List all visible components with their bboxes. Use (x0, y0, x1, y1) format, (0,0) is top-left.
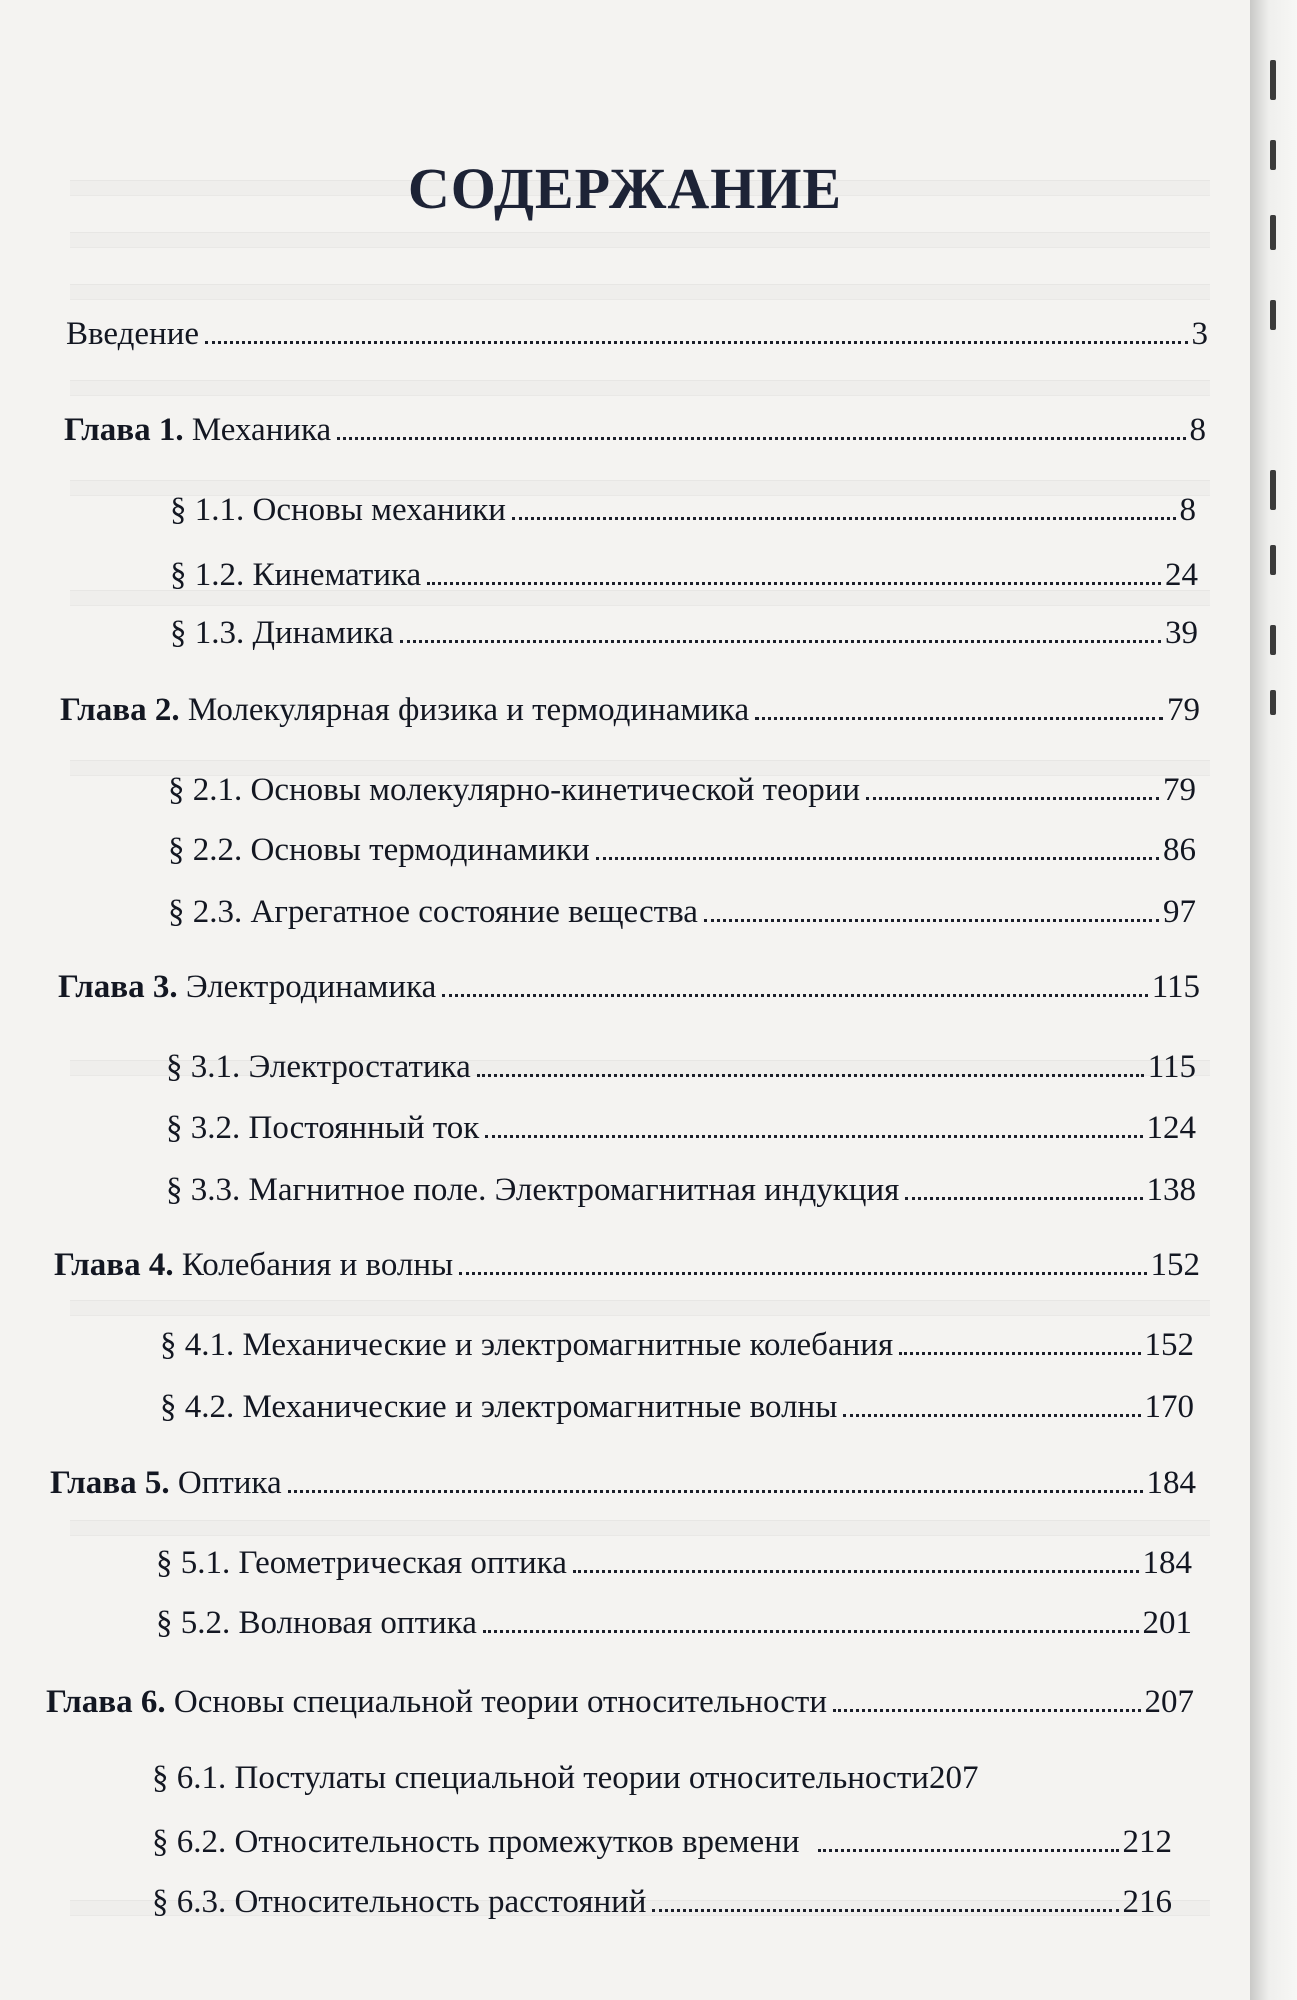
toc-page-number: 115 (1151, 969, 1200, 1005)
toc-page-number: 138 (1146, 1172, 1196, 1208)
toc-entry-section-6-1 (152, 1758, 1196, 1798)
dot-leader (843, 1414, 1140, 1417)
toc-entry-section-1-3 (170, 613, 1198, 653)
dot-leader (400, 640, 1161, 643)
dot-leader (442, 994, 1147, 997)
toc-entry-section-2-3 (168, 892, 1196, 932)
toc-entry-label: Введение (66, 316, 200, 352)
toc-entry-chapter-5 (50, 1463, 1196, 1503)
toc-entry-section-1-2 (170, 555, 1198, 595)
dot-leader (477, 1074, 1144, 1077)
toc-page-number: 8 (1179, 492, 1196, 528)
dot-leader (205, 341, 1187, 344)
dot-leader (288, 1490, 1143, 1493)
toc-page-number: 212 (1122, 1824, 1172, 1860)
toc-entry-label: Колебания и волны (181, 1247, 454, 1283)
adjacent-page-text-fragment (1270, 300, 1276, 330)
dot-leader (704, 919, 1159, 922)
toc-page-number: 152 (1144, 1327, 1194, 1363)
toc-page-number: 216 (1122, 1884, 1172, 1920)
toc-page-number: 170 (1144, 1389, 1194, 1425)
toc-entry-label: § 3.3. Магнитное поле. Электромагнитная индукция (166, 1172, 900, 1208)
adjacent-page-text-fragment (1270, 470, 1276, 510)
toc-page-number: 79 (1167, 692, 1200, 728)
toc-entry-label: § 4.2. Механические и электромагнитные волны (160, 1389, 838, 1425)
toc-entry-label: Механика (191, 412, 332, 448)
toc-entry-label: Электродинамика (185, 969, 437, 1005)
toc-entry-label: Молекулярная физика и термодинамика (187, 692, 750, 728)
toc-entry-section-5-2 (156, 1603, 1192, 1643)
toc-entry-label: § 5.2. Волновая оптика (156, 1605, 477, 1641)
toc-entry-chapter-6 (46, 1682, 1194, 1722)
adjacent-page-text-fragment (1270, 625, 1276, 655)
toc-entry-label: § 1.3. Динамика (170, 615, 394, 651)
toc-page-number: 184 (1142, 1545, 1192, 1581)
adjacent-page-text-fragment (1270, 690, 1276, 715)
toc-page-number: 152 (1150, 1247, 1200, 1283)
toc-entry-section-6-3 (152, 1882, 1172, 1922)
chapter-number: Глава 3. (58, 969, 178, 1005)
adjacent-page-text-fragment (1270, 140, 1276, 170)
toc-entry-label: § 3.2. Постоянный ток (166, 1110, 480, 1146)
toc-entry-label: Оптика (177, 1465, 282, 1501)
chapter-number: Глава 4. (54, 1247, 174, 1283)
dot-leader (905, 1197, 1142, 1200)
dot-leader (899, 1352, 1140, 1355)
dot-leader (337, 437, 1185, 440)
adjacent-page-text-fragment (1270, 545, 1276, 575)
dot-leader (573, 1570, 1139, 1573)
toc-entry-section-4-1 (160, 1325, 1194, 1365)
toc-entry-label: Основы специальной теории относительности (173, 1684, 828, 1720)
page-title: СОДЕРЖАНИЕ (407, 156, 843, 221)
toc-entry-label: § 2.1. Основы молекулярно-кинетической теории (168, 772, 861, 808)
toc-page-number: 124 (1146, 1110, 1196, 1146)
chapter-number: Глава 6. (46, 1684, 166, 1720)
adjacent-page-text-fragment (1270, 215, 1276, 250)
toc-page-number: 24 (1165, 557, 1198, 593)
dot-leader (483, 1630, 1139, 1633)
chapter-number: Глава 1. (64, 412, 184, 448)
toc-entry-label: § 4.1. Механические и электромагнитные колебания (160, 1327, 894, 1363)
toc-entry-section-2-2 (168, 830, 1196, 870)
toc-page-number: 207 (928, 1760, 979, 1796)
toc-page-number: 97 (1163, 894, 1196, 930)
toc-page-number: 207 (1144, 1684, 1194, 1720)
dot-leader (866, 797, 1159, 800)
toc-entry-section-3-2 (166, 1108, 1196, 1148)
dot-leader (427, 582, 1161, 585)
dot-leader (818, 1849, 1119, 1852)
toc-page-number: 86 (1163, 832, 1196, 868)
toc-entry-chapter-3 (58, 967, 1200, 1007)
toc-entry-introduction (66, 314, 1208, 354)
toc-entry-section-5-1 (156, 1543, 1192, 1583)
toc-entry-label: § 3.1. Электростатика (166, 1049, 471, 1085)
dot-leader (833, 1709, 1140, 1712)
toc-entry-section-2-1 (168, 770, 1196, 810)
toc-page-number: 201 (1142, 1605, 1192, 1641)
toc-entry-label: § 6.2. Относительность промежутков времени (152, 1824, 800, 1860)
toc-page-number: 39 (1165, 615, 1198, 651)
toc-entry-label: § 5.1. Геометрическая оптика (156, 1545, 567, 1581)
toc-entry-chapter-1 (64, 410, 1206, 450)
toc-page-number: 184 (1146, 1465, 1196, 1501)
toc-page-number: 8 (1189, 412, 1206, 448)
dot-leader (755, 717, 1163, 720)
toc-page-number: 115 (1147, 1049, 1196, 1085)
toc-page-number: 79 (1163, 772, 1196, 808)
toc-entry-label: § 1.2. Кинематика (170, 557, 422, 593)
chapter-number: Глава 2. (60, 692, 180, 728)
toc-entry-label: § 2.2. Основы термодинамики (168, 832, 590, 868)
toc-entry-label: § 6.1. Постулаты специальной теории относительности (152, 1760, 929, 1796)
toc-entry-section-4-2 (160, 1387, 1194, 1427)
chapter-number: Глава 5. (50, 1465, 170, 1501)
toc-entry-section-3-1 (166, 1047, 1196, 1087)
dot-leader (459, 1272, 1146, 1275)
toc-entry-section-6-2 (152, 1822, 1172, 1862)
toc-entry-label: § 1.1. Основы механики (170, 492, 506, 528)
toc-entry-section-3-3 (166, 1170, 1196, 1210)
dot-leader (652, 1909, 1118, 1912)
dot-leader (485, 1135, 1142, 1138)
toc-page-number: 3 (1191, 316, 1208, 352)
toc-entry-label: § 6.3. Относительность расстояний (152, 1884, 647, 1920)
adjacent-page-text-fragment (1270, 60, 1276, 100)
toc-entry-label: § 2.3. Агрегатное состояние вещества (168, 894, 698, 930)
toc-entry-chapter-2 (60, 690, 1200, 730)
dot-leader (512, 517, 1176, 520)
toc-entry-section-1-1 (170, 490, 1196, 530)
toc-entry-chapter-4 (54, 1245, 1200, 1285)
dot-leader (596, 857, 1159, 860)
